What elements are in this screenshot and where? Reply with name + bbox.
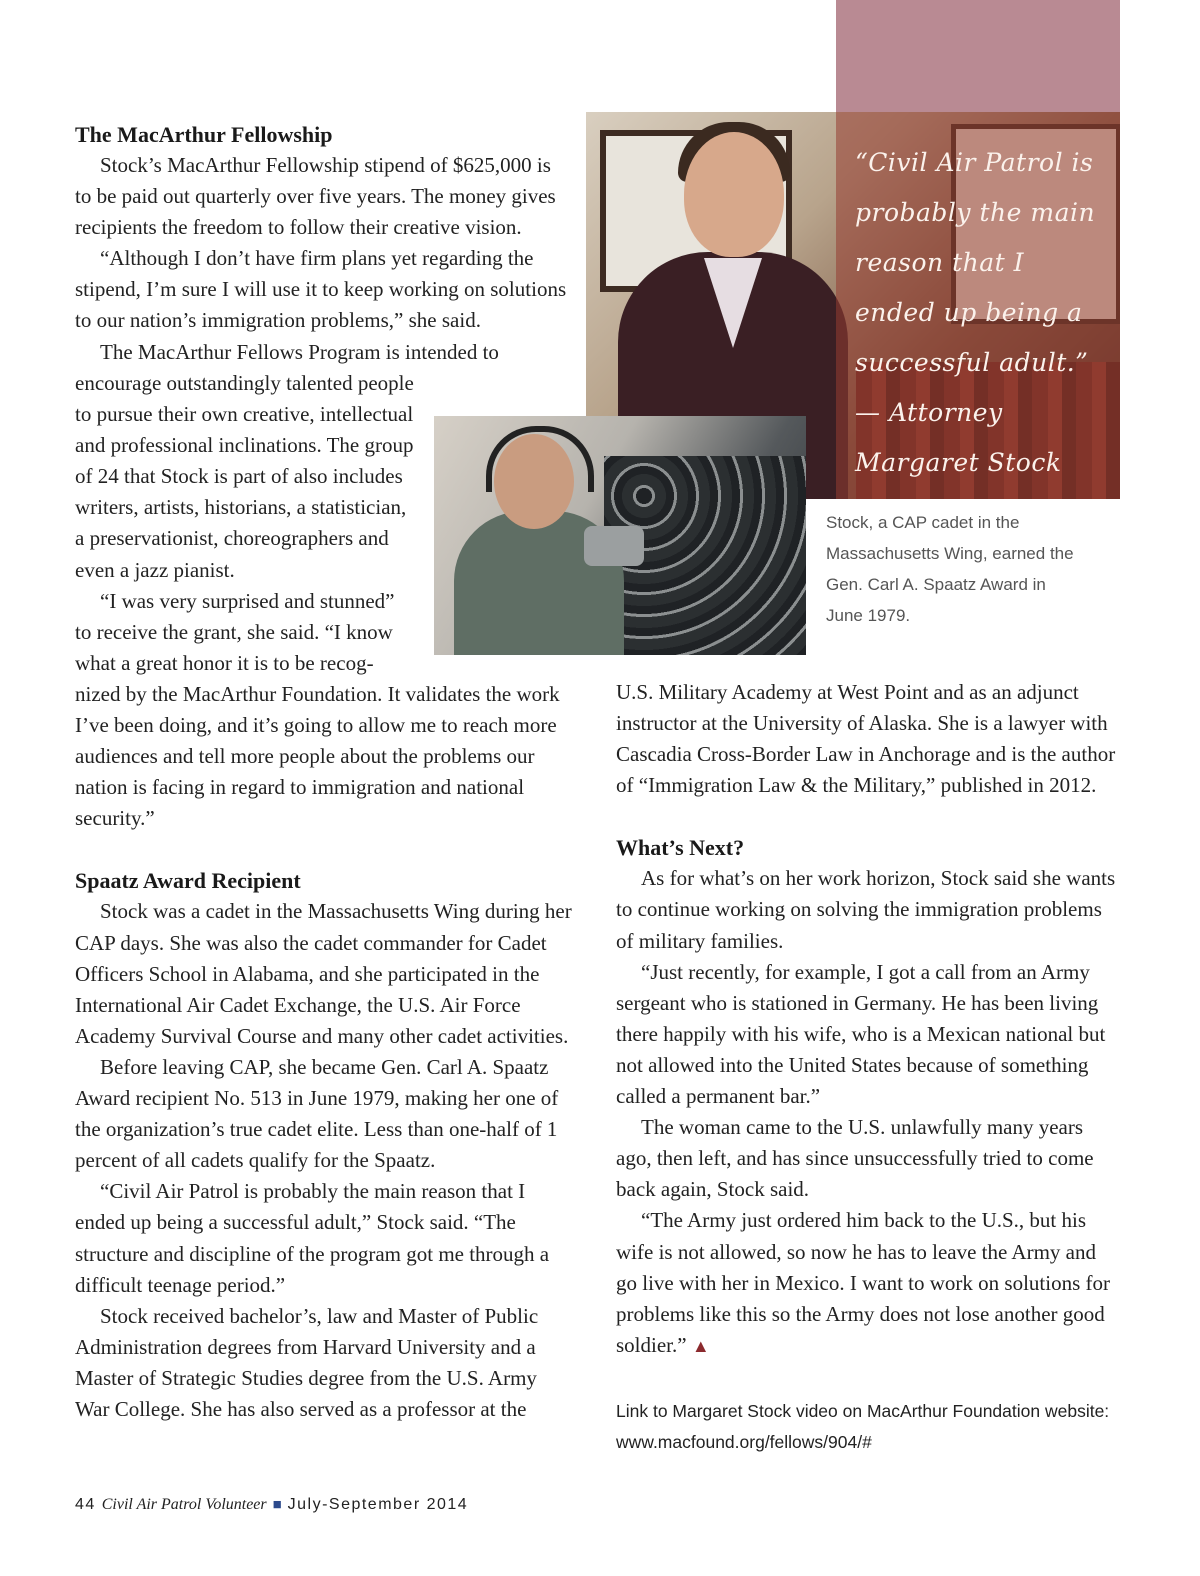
headset-icon (486, 426, 594, 492)
paragraph: U.S. Military Academy at West Point and as an adjunct instructor at the University of Alaska. She is a lawyer with Cascadia Cross-Border Law in Anchorage and is the author of “Immigration Law & the Military,” published in 2012. (616, 680, 1116, 798)
paragraph-text: “The Army just ordered him back to the U.S., but his wife is not allowed, so now he has to leave the Army and go live with her in Mexico. I want to work on solutions for problems like this so the Army does not lose another good soldier.” (616, 1208, 1111, 1357)
heading-spaatz-award: Spaatz Award Recipient (75, 868, 301, 894)
square-separator-icon: ■ (272, 1496, 282, 1513)
paragraph: “I was very surprised and stunned” to receive the grant, she said. “I know what a great honor it is to be recog- (75, 588, 395, 675)
paragraph: Stock’s MacArthur Fellowship stipend of $625,000 is to be paid out quarterly over five years. The money gives recipients the freedom to follow their creative vision. (75, 153, 556, 240)
publication-name: Civil Air Patrol Volunteer (101, 1496, 267, 1513)
paragraph: Stock was a cadet in the Massachusetts Wing during her CAP days. She was also the cadet commander for Cadet Officers School in Alabama, and she participated in the International Air Cadet Exchange, the U.S. Air Force Academy Survival Course and many other cadet activities. (75, 899, 572, 1048)
heading-macarthur-fellowship: The MacArthur Fellowship (75, 122, 333, 147)
right-column (616, 677, 1122, 1362)
cadet-cockpit-photo (434, 416, 806, 655)
paragraph: “Although I don’t have firm plans yet regarding the stipend, I’m sure I will use it to keep working on solutions to our nation’s immigration problems,” she said. (75, 246, 567, 333)
paragraph: Stock received bachelor’s, law and Master of Public Administration degrees from Harvard University and a Master of Strategic Studies degree from the U.S. Army War College. She has also served as a professor at the (75, 1303, 539, 1421)
paragraph: The woman came to the U.S. unlawfully many years ago, then left, and has since unsuccessfully tried to come back again, Stock said. (616, 1115, 1094, 1202)
pull-quote-text: “Civil Air Patrol is probably the main reason that I ended up being a successful adult.” (855, 148, 1096, 377)
paragraph: “Civil Air Patrol is probably the main reason that I ended up being a successful adult,” Stock said. “The structure and discipline of the program got me through a difficult teenage period.” (75, 1179, 550, 1297)
paragraph: Before leaving CAP, she became Gen. Carl A. Spaatz Award recipient No. 513 in June 1979, making her one of the organization’s true cadet elite. Less than one-half of 1 percent of all cadets qualify for the Spaatz. (75, 1054, 559, 1173)
paragraph: “Just recently, for example, I got a call from an Army sergeant who is stationed in Germany. He has been living there happily with his wife, who is a Mexican national but not allowed into the United States because of something called a permanent bar.” (616, 959, 1106, 1109)
left-column-top (75, 119, 571, 368)
heading-whats-next: What’s Next? (616, 835, 745, 861)
control-yoke (584, 526, 644, 566)
page-number: 44 (75, 1496, 96, 1513)
paragraph: As for what’s on her work horizon, Stock said she wants to continue working on solving the immigration problems of military families. (616, 866, 1116, 953)
page-footer (75, 1496, 468, 1514)
issue-date: July-September 2014 (287, 1496, 469, 1513)
decorative-color-bar (836, 0, 1120, 112)
photo-caption: Stock, a CAP cadet in the Massachusetts Wing, earned the Gen. Carl A. Spaatz Award in June 1979. (826, 513, 1074, 625)
video-link-note: Link to Margaret Stock video on MacArthur Foundation website: www.macfound.org/fellows/904/# (616, 1401, 1110, 1452)
paragraph: encourage outstandingly talented people to pursue their own creative, intellectual and professional inclinations. The group of 24 that Stock is part of also includes writers, artists, historians, a statistician, a preservationist, choreographers and even a jazz pianist. (75, 371, 414, 582)
paragraph (616, 1205, 1122, 1361)
pull-quote (855, 138, 1105, 488)
paragraph: nized by the MacArthur Foundation. It validates the work I’ve been doing, and it’s going to allow me to reach more audiences and tell more people about the problems our nation is facing in regard to immigration and national security.” (75, 682, 560, 831)
left-column-wrapped (75, 368, 415, 679)
paragraph: The MacArthur Fellows Program is intended to (100, 339, 499, 364)
left-column-bottom (75, 679, 575, 1425)
pull-quote-attribution: — Attorney Margaret Stock (855, 398, 1062, 477)
portrait-face (684, 132, 784, 257)
end-of-article-triangle-icon: ▲ (691, 1335, 710, 1356)
